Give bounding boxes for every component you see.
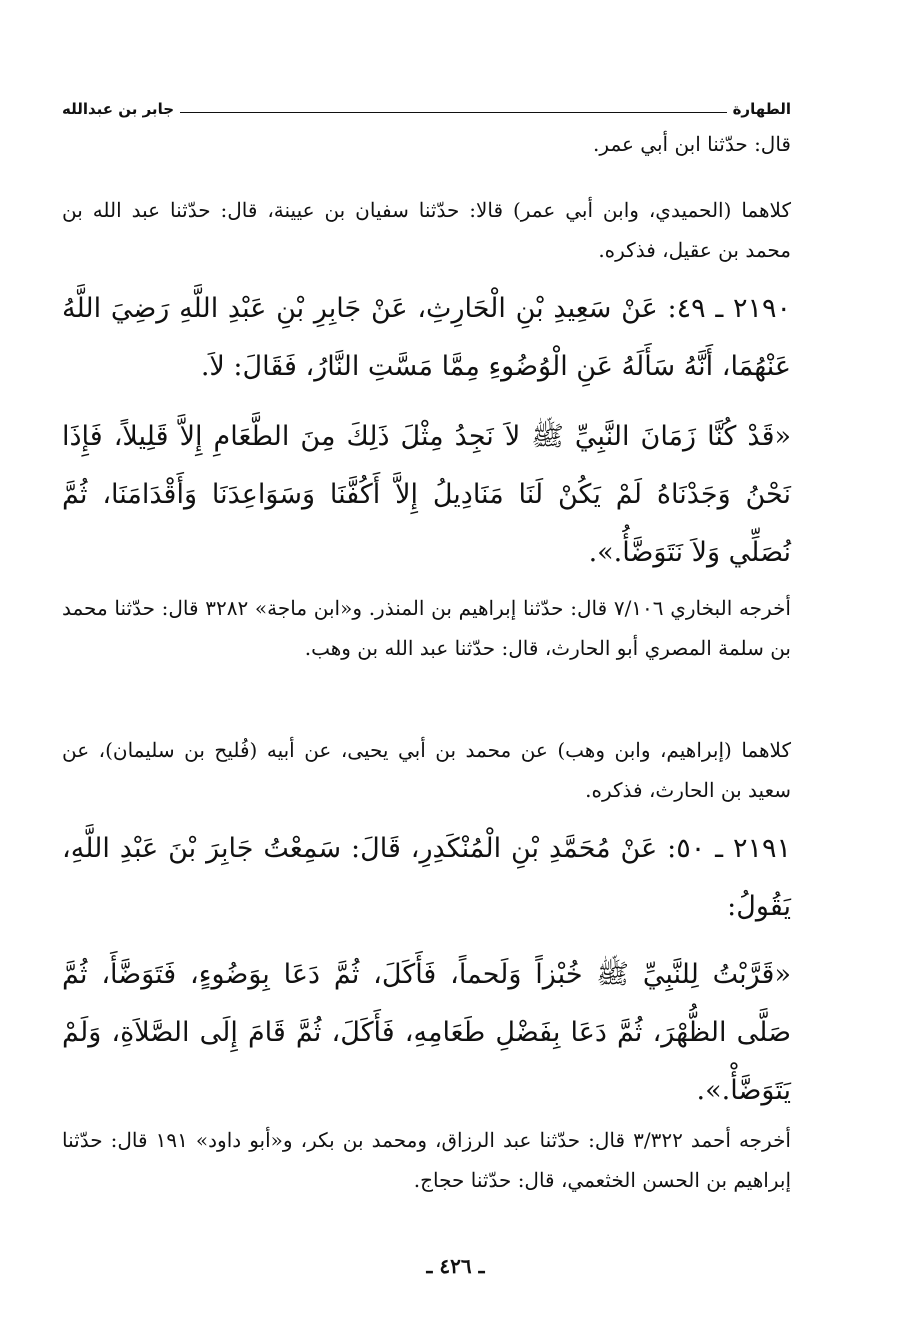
- header-rule: [180, 112, 727, 113]
- hadith-2191-intro: ٢١٩١ ـ ٥٠: عَنْ مُحَمَّدِ بْنِ الْمُنْكَدِرِ، قَالَ: سَمِعْتُ جَابِرَ بْنَ عَبْدِ اللَّهِ، يَقُولُ:: [62, 833, 791, 922]
- takhrij-2190: أخرجه البخاري ٧/١٠٦ قال: حدّثنا إبراهيم بن المنذر. و«ابن ماجة» ٣٢٨٢ قال: حدّثنا محمد بن سلمة المصري أبو الحارث، قال: حدّثنا عبد الله بن وهب.: [62, 596, 791, 660]
- takhrij-2191: أخرجه أحمد ٣/٣٢٢ قال: حدّثنا عبد الرزاق، ومحمد بن بكر، و«أبو داود» ١٩١ قال: حدّثنا إبراهيم بن الحسن الخثعمي، قال: حدّثنا حجاج.: [62, 1128, 791, 1192]
- hadith-2190-intro: ٢١٩٠ ـ ٤٩: عَنْ سَعِيدِ بْنِ الْحَارِثِ، عَنْ جَابِرِ بْنِ عَبْدِ اللَّهِ رَضِيَ اللَّهُ عَنْهُمَا، أَنَّهُ سَأَلَهُ عَنِ الْوُضُوءِ مِمَّا مَسَّتِ النَّارُ، فَقَالَ: لاَ.: [62, 293, 791, 382]
- isnad-continuation: قال: حدّثنا ابن أبي عمر.: [593, 132, 791, 156]
- isnad-summary: كلاهما (الحميدي، وابن أبي عمر) قالا: حدّثنا سفيان بن عيينة، قال: حدّثنا عبد الله بن محمد بن عقيل، فذكره.: [62, 198, 791, 262]
- book-page: [62, 88, 791, 1300]
- hadith-2190-matn: «قَدْ كُنَّا زَمَانَ النَّبِيِّ ﷺ لاَ نَجِدُ مِثْلَ ذَلِكَ مِنَ الطَّعَامِ إِلاَّ قَلِيلاً، فَإِذَا نَحْنُ وَجَدْنَاهُ لَمْ يَكُنْ لَنَا مَنَادِيلُ إِلاَّ أَكُفَّنَا وَسَوَاعِدَنَا وَأَقْدَامَنَا، ثُمَّ نُصَلِّي وَلاَ نَتَوَضَّأُ.».: [62, 421, 791, 568]
- isnad-2190-summary: كلاهما (إبراهيم، وابن وهب) عن محمد بن أبي يحيى، عن أبيه (فُليح بن سليمان)، عن سعيد بن الحارث، فذكره.: [62, 738, 791, 802]
- chapter-title: الطهارة: [732, 100, 791, 118]
- running-header: [62, 96, 791, 118]
- page-number: ـ ٤٢٦ ـ: [426, 1254, 485, 1278]
- hadith-2191-matn: «قَرَّبْتُ لِلنَّبِيِّ ﷺ خُبْزاً وَلَحماً، فَأَكَلَ، ثُمَّ دَعَا بِوَضُوءٍ، فَتَوَضَّأَ، ثُمَّ صَلَّى الظُّهْرَ، ثُمَّ دَعَا بِفَضْلِ طَعَامِهِ، فَأَكَلَ، ثُمَّ قَامَ إِلَى الصَّلاَةِ، وَلَمْ يَتَوَضَّأْ.».: [62, 959, 791, 1106]
- narrator-title: جابر بن عبدالله: [62, 100, 175, 118]
